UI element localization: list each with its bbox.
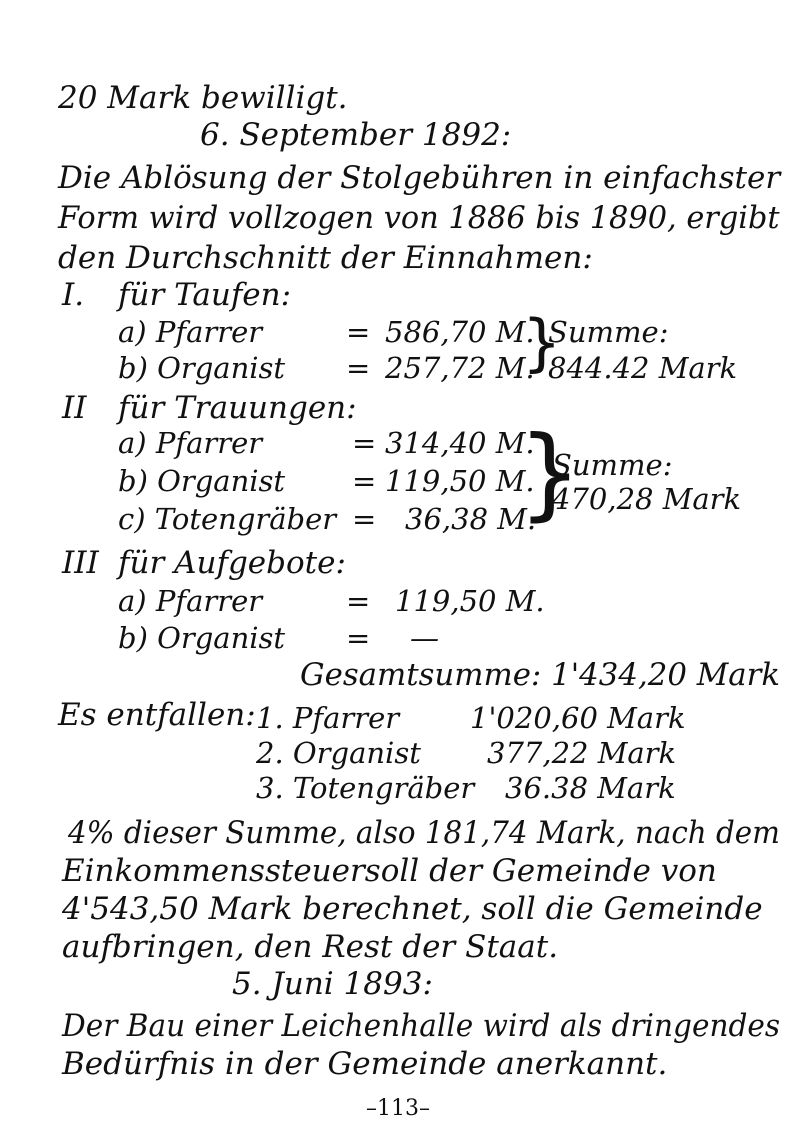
text-line: Form wird vollzogen von 1886 bis 1890, ergibt <box>58 200 780 236</box>
item-value: 257,72 M. <box>385 351 535 385</box>
date-heading: 6. September 1892: <box>200 117 512 153</box>
item-value: — <box>410 621 439 655</box>
item-label: c) Totengräber <box>118 502 337 536</box>
curly-brace-icon: } <box>522 306 562 379</box>
section-title: für Taufen: <box>118 277 292 313</box>
equals-sign: = <box>346 315 371 349</box>
item-value: 119,50 M. <box>395 584 545 618</box>
section-title: für Trauungen: <box>118 390 357 426</box>
section-numeral: III <box>62 545 99 581</box>
equals-sign: = <box>346 584 371 618</box>
page-number: –113– <box>366 1096 430 1121</box>
item-label: a) Pfarrer <box>118 315 263 349</box>
item-label: b) Organist <box>118 621 286 655</box>
item-value: 36,38 M. <box>405 502 537 536</box>
text-line: 20 Mark bewilligt. <box>58 80 348 116</box>
text-line: Einkommenssteuersoll der Gemeinde von <box>62 853 717 889</box>
section-numeral: I. <box>62 277 85 313</box>
distribution-name: 2. Organist <box>256 736 421 770</box>
sum-value: 844.42 Mark <box>548 351 738 385</box>
distribution-label: Es entfallen: <box>58 697 256 733</box>
item-value: 119,50 M. <box>385 464 535 498</box>
text-line: Der Bau einer Leichenhalle wird als dringendes <box>62 1008 781 1044</box>
item-value: 586,70 M. <box>385 315 535 349</box>
distribution-name: 1. Pfarrer <box>256 701 400 735</box>
text-line: den Durchschnitt der Einnahmen: <box>58 240 593 276</box>
curly-brace-icon: } <box>518 414 582 531</box>
text-line: Die Ablösung der Stolgebühren in einfachster <box>58 160 781 196</box>
section-numeral: II <box>62 390 87 426</box>
section-title: für Aufgebote: <box>118 545 346 581</box>
sum-label: Summe: <box>548 315 669 349</box>
equals-sign: = <box>352 426 377 460</box>
distribution-name: 3. Totengräber <box>256 771 475 805</box>
equals-sign: = <box>346 351 371 385</box>
sum-label: Summe: <box>552 448 673 482</box>
grand-total: Gesamtsumme: 1'434,20 Mark <box>300 657 781 693</box>
text-line: Bedürfnis in der Gemeinde anerkannt. <box>62 1046 668 1082</box>
text-line: aufbringen, den Rest der Staat. <box>62 929 559 965</box>
equals-sign: = <box>352 464 377 498</box>
sum-value: 470,28 Mark <box>552 482 742 516</box>
distribution-amount: 377,22 Mark <box>487 736 677 770</box>
text-line: 4'543,50 Mark berechnet, soll die Gemeinde <box>62 891 763 927</box>
text-line: 4% dieser Summe, also 181,74 Mark, nach dem <box>68 815 781 851</box>
item-label: a) Pfarrer <box>118 584 263 618</box>
distribution-amount: 36.38 Mark <box>505 771 676 805</box>
date-heading: 5. Juni 1893: <box>232 966 433 1002</box>
equals-sign: = <box>352 502 377 536</box>
distribution-amount: 1'020,60 Mark <box>470 701 686 735</box>
item-label: b) Organist <box>118 351 286 385</box>
item-label: b) Organist <box>118 464 286 498</box>
item-value: 314,40 M. <box>385 426 535 460</box>
item-label: a) Pfarrer <box>118 426 263 460</box>
equals-sign: = <box>346 621 371 655</box>
